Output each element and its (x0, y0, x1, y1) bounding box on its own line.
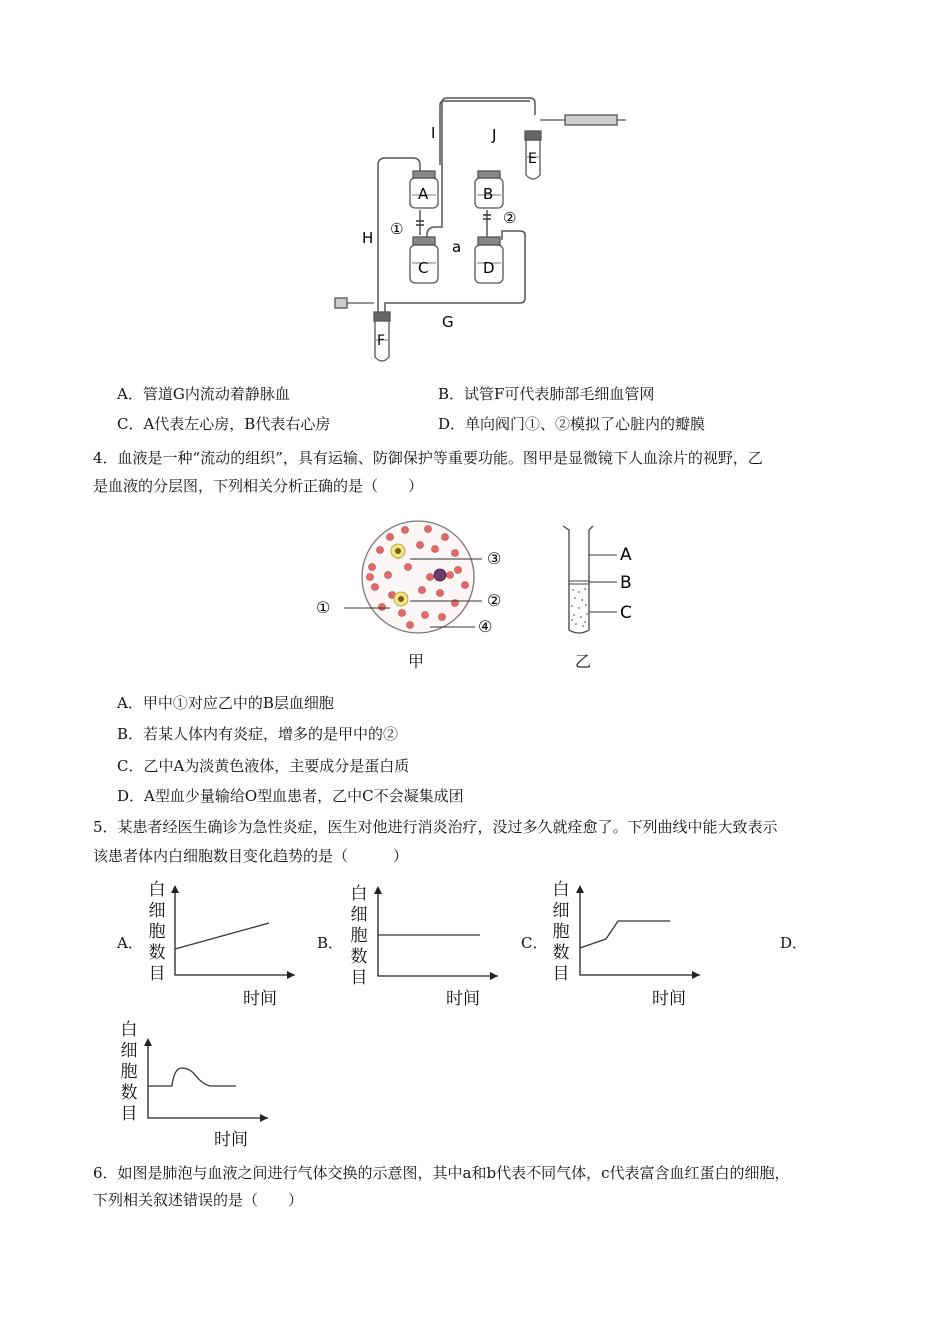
q3-option-a: A．管道G内流动着静脉血 (117, 385, 290, 403)
blood-layers-figure (555, 520, 645, 638)
q5-stem-line2: 该患者体内白细胞数目变化趋势的是（ ） (93, 847, 409, 865)
blood-smear-figure (310, 515, 520, 640)
jia-label-3: ③ (487, 549, 502, 568)
graph-c-y-label: 白细胞数目 (552, 880, 570, 984)
fig-yi-caption: 乙 (575, 652, 592, 671)
syringe-bottom (335, 298, 347, 308)
q5-stem-line1: 5．某患者经医生确诊为急性炎症，医生对他进行消炎治疗，没过多久就痊愈了。下列曲线中能大致表示 (93, 818, 778, 836)
dark-cell (434, 569, 446, 581)
q4-option-d: D．A型血少量输给O型血患者，乙中C不会凝集成团 (117, 787, 464, 805)
graph-a (165, 885, 305, 985)
q4-option-b: B．若某人体内有炎症，增多的是甲中的② (117, 725, 399, 743)
q4-option-c: C．乙中A为淡黄色液体，主要成分是蛋白质 (117, 757, 410, 775)
q3-option-b: B．试管F可代表肺部毛细血管网 (438, 385, 655, 403)
jia-label-2: ② (487, 591, 502, 610)
q5-option-d-label: D． (780, 934, 808, 952)
yi-label-b: B (620, 573, 632, 593)
jia-label-1: ① (316, 598, 331, 617)
graph-d (138, 1028, 278, 1128)
label-a-small: a (452, 238, 462, 256)
q4-option-a: A．甲中①对应乙中的B层血细胞 (117, 694, 334, 712)
label-f: F (377, 333, 386, 349)
graph-c-x-label: 时间 (652, 989, 686, 1009)
graph-c-curve (580, 921, 670, 948)
valve-1-label: ① (390, 220, 404, 238)
q4-stem-line1: 4．血液是一种“流动的组织”，具有运输、防御保护等重要功能。图甲是显微镜下人血涂片的视野，乙 (93, 449, 763, 467)
label-a: A (418, 185, 429, 203)
label-g: G (442, 313, 454, 331)
graph-b-x-label: 时间 (446, 989, 480, 1009)
label-c: C (418, 259, 429, 277)
graph-a-x-label: 时间 (243, 989, 277, 1009)
label-b: B (483, 185, 494, 203)
q6-stem-line2: 下列相关叙述错误的是（ ） (93, 1191, 304, 1209)
graph-b-y-label: 白细胞数目 (350, 884, 368, 988)
jia-label-4: ④ (478, 617, 493, 636)
q5-option-b-label: B． (317, 934, 344, 952)
graph-d-x-label: 时间 (214, 1130, 248, 1150)
label-i: I (431, 124, 436, 142)
circulation-model-figure (330, 95, 640, 370)
tube-c-up (427, 98, 535, 240)
yi-label-c: C (620, 603, 632, 623)
syringe-top (565, 115, 617, 125)
graph-c (570, 885, 710, 985)
label-h: H (362, 229, 374, 247)
q4-stem-line2: 是血液的分层图，下列相关分析正确的是（ ） (93, 477, 424, 495)
graph-a-y-label: 白细胞数目 (148, 880, 166, 984)
valve-2-label: ② (503, 209, 517, 227)
label-e: E (528, 151, 537, 167)
label-d: D (483, 259, 495, 277)
label-j: J (492, 126, 497, 144)
graph-d-curve (148, 1068, 236, 1086)
q3-option-c: C．A代表左心房，B代表右心房 (117, 415, 331, 433)
q5-option-c-label: C． (521, 934, 548, 952)
q5-option-a-label: A． (117, 934, 143, 952)
q3-option-d: D．单向阀门①、②模拟了心脏内的瓣膜 (438, 415, 706, 433)
graph-d-y-label: 白细胞数目 (120, 1020, 138, 1124)
q6-stem-line1: 6．如图是肺泡与血液之间进行气体交换的示意图，其中a和b代表不同气体，c代表富含血红蛋白的细胞， (93, 1164, 790, 1182)
fig-jia-caption: 甲 (408, 652, 425, 671)
graph-a-curve (175, 923, 269, 949)
graph-b (368, 886, 508, 986)
yi-label-a: A (620, 545, 632, 565)
